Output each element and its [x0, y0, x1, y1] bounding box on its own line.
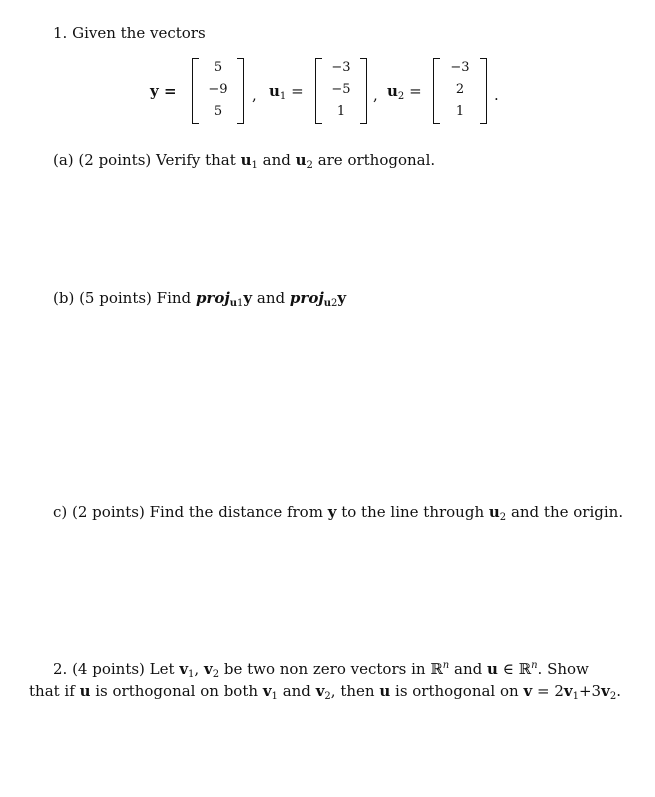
- matrix-entry: 5: [213, 104, 223, 119]
- vector-u1-matrix: [315, 58, 367, 124]
- comma: ,: [252, 86, 257, 104]
- question-1-heading: [53, 24, 206, 42]
- question-number: 1.: [53, 24, 68, 42]
- matrix-entry: 1: [455, 104, 465, 119]
- vector-definitions: [0, 56, 655, 126]
- matrix-entry: 2: [455, 82, 465, 97]
- question-intro: Given the vectors: [72, 24, 206, 42]
- matrix-entry: −3: [450, 60, 470, 75]
- vector-u2-label: $u_2$ =: [387, 82, 422, 102]
- matrix-entry: −5: [331, 82, 351, 97]
- question-2-line-2: that if u is orthogonal on both $v_1$ and $v_2$, then u is orthogonal on $v = 2v_1+3v_2$.: [29, 682, 621, 702]
- vector-y-label: y =: [150, 82, 177, 100]
- period: .: [494, 86, 499, 104]
- matrix-entry: −3: [331, 60, 351, 75]
- matrix-entry: −9: [208, 82, 228, 97]
- part-b: (b) (5 points) Find proj$_{u1}$y and proj$_{u2}$y: [53, 289, 347, 309]
- part-a: (a) (2 points) Verify that $u_1$ and $u_2$ are orthogonal.: [53, 151, 436, 171]
- vector-y-matrix: [192, 58, 244, 124]
- vector-u2-matrix: [433, 58, 487, 124]
- comma: ,: [373, 86, 378, 104]
- question-2-line-1: 2. (4 points) Let $v_1$, $v_2$ be two non zero vectors in ℝ$^n$ and u ∈ ℝ$^n$. Show: [53, 660, 589, 680]
- matrix-entry: 1: [336, 104, 346, 119]
- matrix-entry: 5: [213, 60, 223, 75]
- part-c: c) (2 points) Find the distance from y to the line through $u_2$ and the origin.: [53, 503, 624, 523]
- vector-u1-label: $u_1$ =: [269, 82, 304, 102]
